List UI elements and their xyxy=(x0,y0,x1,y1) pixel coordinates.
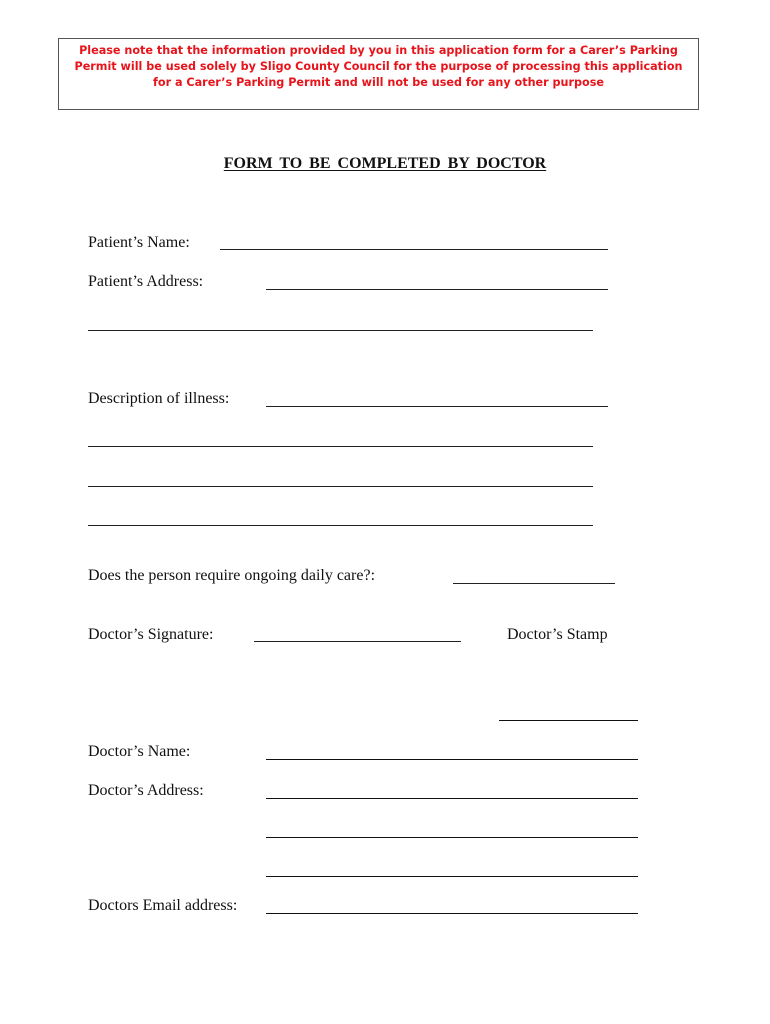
doctor-address-field-2[interactable] xyxy=(266,837,638,838)
illness-description-field-1[interactable] xyxy=(266,406,608,407)
doctor-stamp-field[interactable] xyxy=(499,720,638,721)
illness-description-field-4[interactable] xyxy=(88,525,593,526)
doctor-address-field-3[interactable] xyxy=(266,876,638,877)
doctor-name-label: Doctor’s Name: xyxy=(88,743,191,760)
doctor-signature-label: Doctor’s Signature: xyxy=(88,626,214,643)
patient-address-label: Patient’s Address: xyxy=(88,273,204,290)
form-title-text: FORM TO BE COMPLETED BY DOCTOR xyxy=(223,155,547,172)
doctor-address-label: Doctor’s Address: xyxy=(88,782,204,799)
ongoing-care-label: Does the person require ongoing daily care?: xyxy=(88,567,376,584)
doctor-signature-field[interactable] xyxy=(254,641,461,642)
doctor-email-label: Doctors Email address: xyxy=(88,897,238,914)
illness-description-field-3[interactable] xyxy=(88,486,593,487)
notice-line-3: for a Carer’s Parking Permit and will not be used for any other purpose xyxy=(153,76,604,89)
patient-name-label: Patient’s Name: xyxy=(88,234,190,251)
form-title xyxy=(0,155,770,173)
patient-name-field[interactable] xyxy=(220,249,608,250)
ongoing-care-field[interactable] xyxy=(453,583,615,584)
doctor-email-field[interactable] xyxy=(266,913,638,914)
illness-description-label: Description of illness: xyxy=(88,390,230,407)
illness-description-field-2[interactable] xyxy=(88,446,593,447)
privacy-notice xyxy=(58,38,699,110)
notice-line-2: Permit will be used solely by Sligo County Council for the purpose of processing this application xyxy=(74,60,683,73)
doctor-address-field-1[interactable] xyxy=(266,798,638,799)
notice-line-1: Please note that the information provided by you in this application form for a Carer’s Parking xyxy=(79,44,678,57)
doctor-name-field[interactable] xyxy=(266,759,638,760)
doctor-stamp-label: Doctor’s Stamp xyxy=(507,626,608,643)
patient-address-field-2[interactable] xyxy=(88,330,593,331)
patient-address-field-1[interactable] xyxy=(266,289,608,290)
